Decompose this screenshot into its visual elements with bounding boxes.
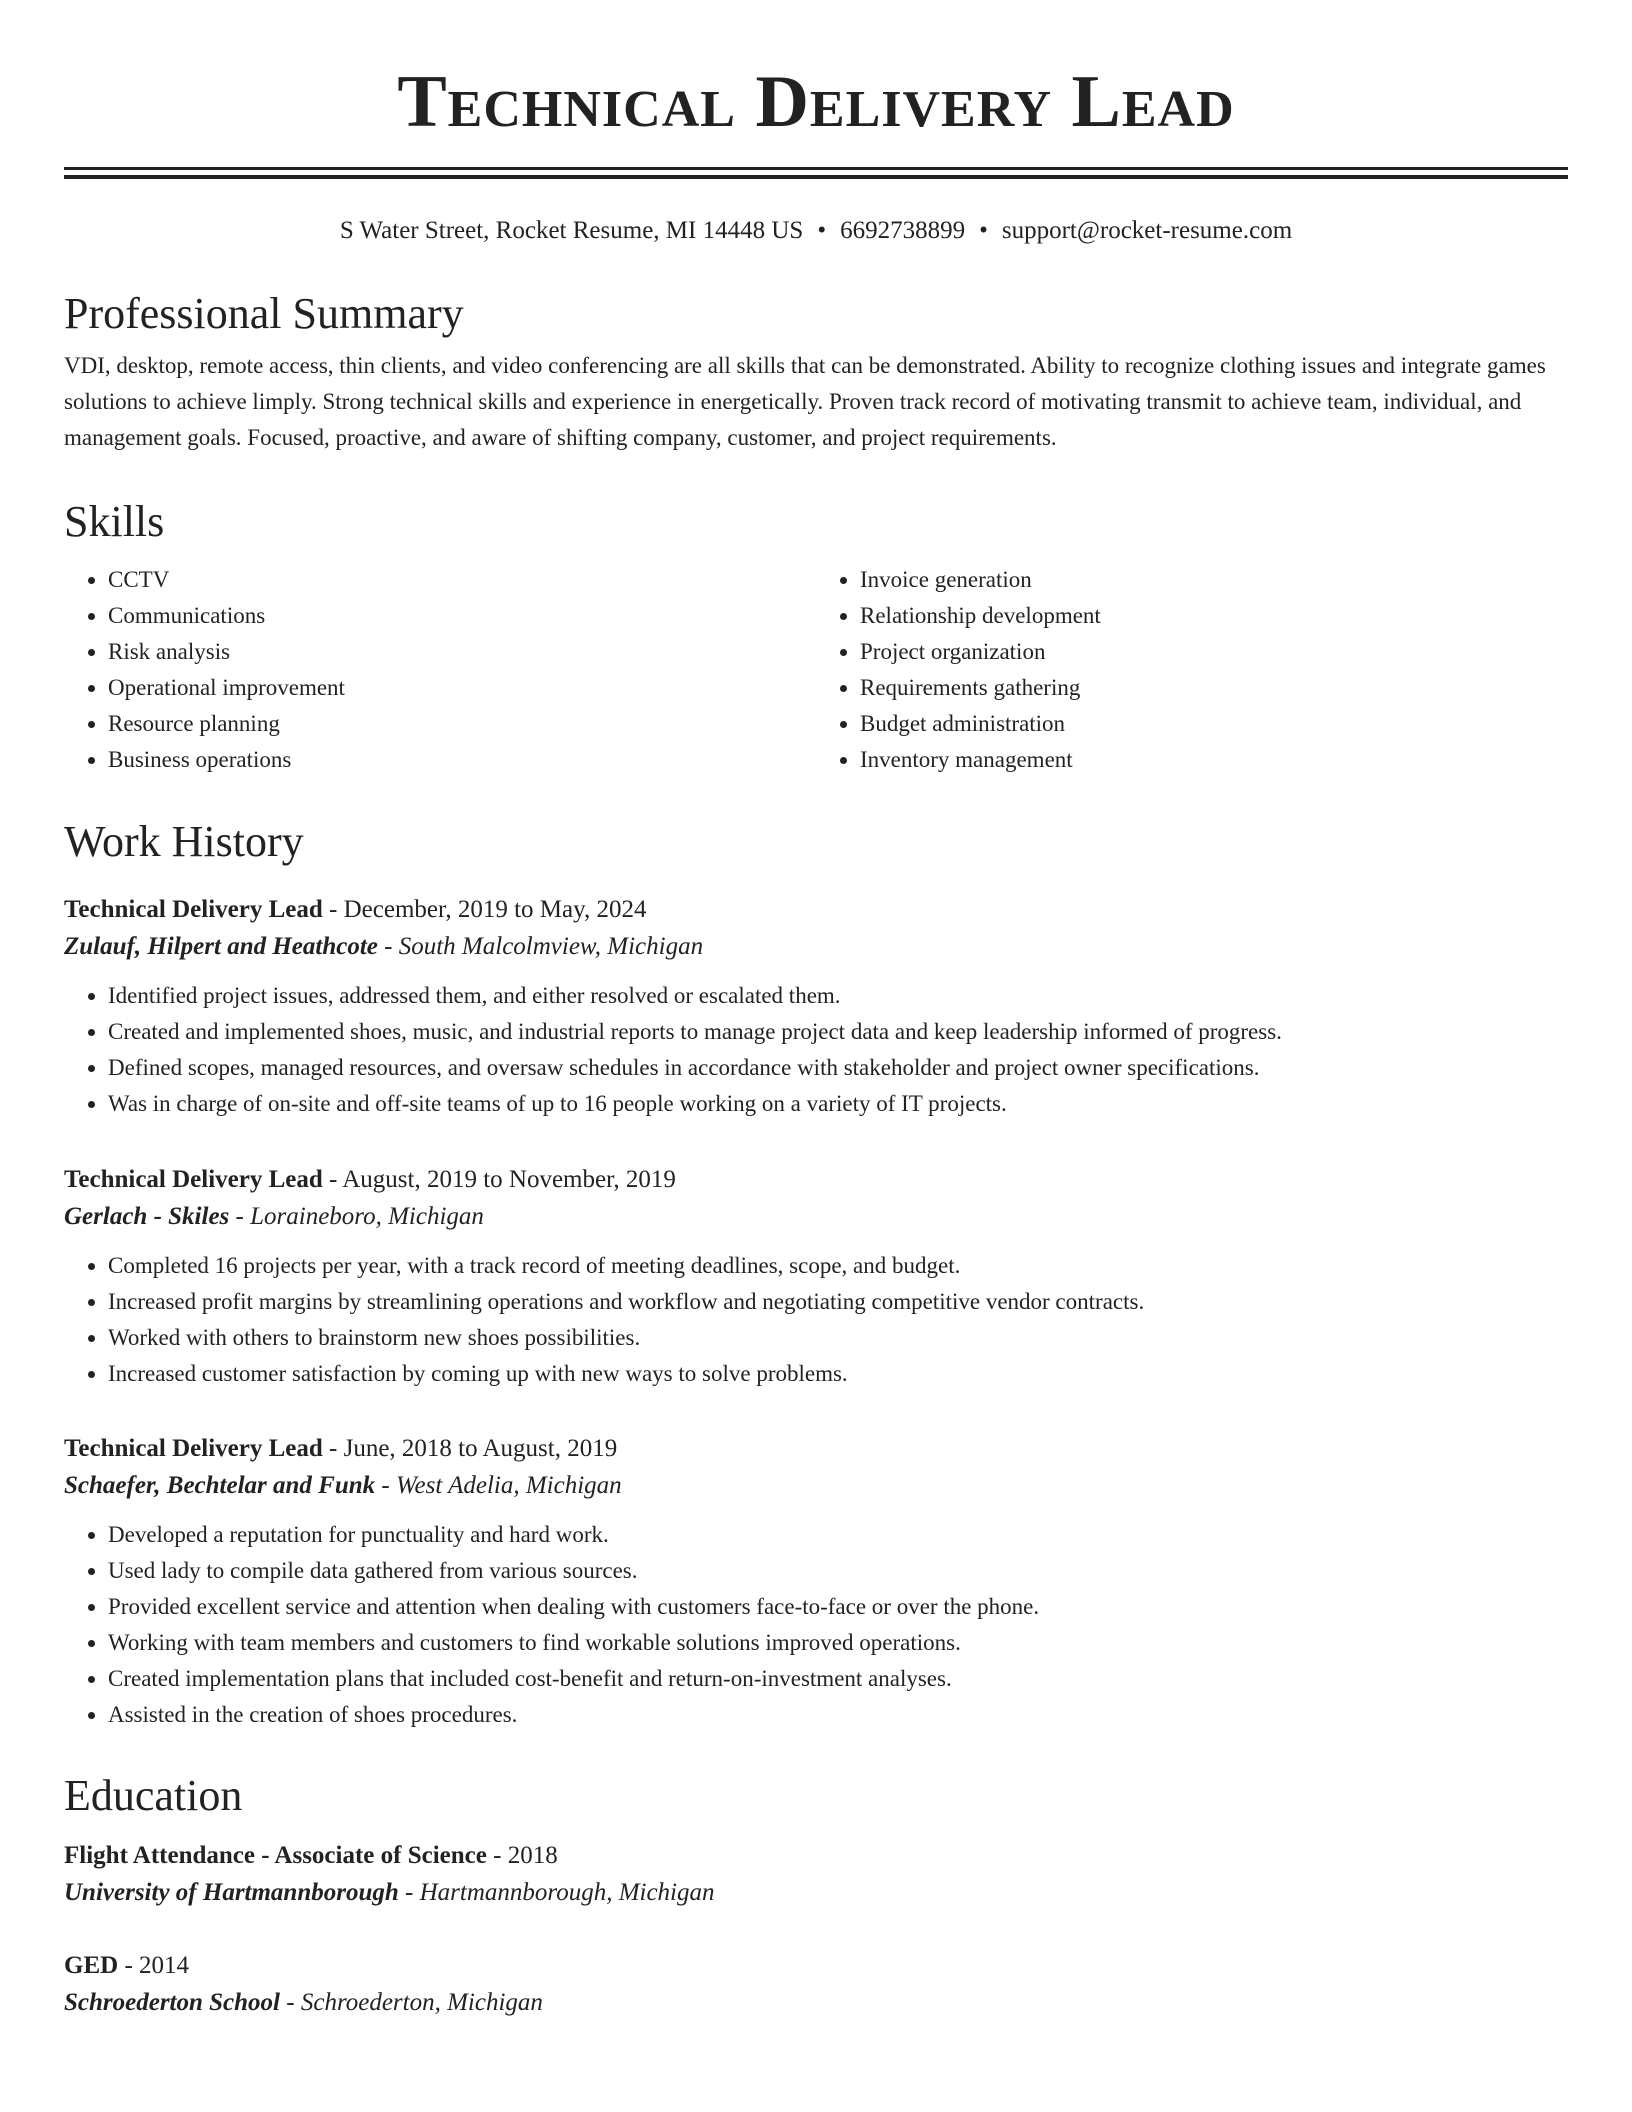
job-dates: June, 2018 to August, 2019 bbox=[343, 1435, 618, 1462]
job-role: Technical Delivery Lead bbox=[64, 1435, 323, 1462]
skill-item: • Business operations bbox=[108, 742, 816, 778]
skill-item: • Relationship development bbox=[860, 598, 1568, 634]
contact-phone: 6692738899 bbox=[840, 217, 966, 244]
skill-item: • Project organization bbox=[860, 634, 1568, 670]
degree-line: Flight Attendance - Associate of Science - 2018 bbox=[64, 1842, 558, 1869]
header-rule-bottom bbox=[64, 175, 1568, 179]
job-dates: December, 2019 to May, 2024 bbox=[343, 896, 647, 923]
job-entry bbox=[64, 1162, 1568, 1392]
job-bullet: • Developed a reputation for punctuality and hard work. bbox=[108, 1517, 1568, 1553]
school-line: Schroederton School - Schroederton, Michigan bbox=[64, 1989, 543, 2016]
job-role: Technical Delivery Lead bbox=[64, 896, 323, 923]
job-bullet: • Increased customer satisfaction by coming up with new ways to solve problems. bbox=[108, 1356, 1568, 1392]
job-company: Gerlach - Skiles bbox=[64, 1203, 230, 1230]
skill-item: • Requirements gathering bbox=[860, 670, 1568, 706]
contact-line bbox=[64, 214, 1568, 248]
education-entry bbox=[64, 1948, 1568, 2022]
skill-item: • Risk analysis bbox=[108, 634, 816, 670]
candidate-name: Technical Delivery Lead bbox=[397, 61, 1235, 143]
degree: GED bbox=[64, 1952, 119, 1979]
job-location: West Adelia, Michigan bbox=[395, 1472, 622, 1499]
school-name: Schroederton School bbox=[64, 1989, 281, 2016]
contact-email: support@rocket-resume.com bbox=[1001, 217, 1293, 244]
job-bullet: • Used lady to compile data gathered from various sources. bbox=[108, 1553, 1568, 1589]
job-company: Schaefer, Bechtelar and Funk bbox=[64, 1472, 376, 1499]
work-history-heading-wrap bbox=[64, 816, 1568, 868]
job-bullet: • Assisted in the creation of shoes procedures. bbox=[108, 1697, 1568, 1733]
job-bullet: • Provided excellent service and attention when dealing with customers face-to-face or over the phone. bbox=[108, 1589, 1568, 1625]
job-bullets bbox=[64, 1517, 1568, 1733]
job-location: Loraineboro, Michigan bbox=[250, 1203, 484, 1230]
job-bullet: • Worked with others to brainstorm new shoes possibilities. bbox=[108, 1320, 1568, 1356]
contact-separator: • bbox=[979, 217, 988, 244]
job-company-line: Schaefer, Bechtelar and Funk - West Adelia, Michigan bbox=[64, 1472, 622, 1499]
skills-columns bbox=[64, 562, 1568, 778]
contact-address: S Water Street, Rocket Resume, MI 14448 US bbox=[339, 217, 804, 244]
education-heading-wrap bbox=[64, 1770, 1568, 1822]
degree: Flight Attendance - Associate of Science bbox=[64, 1842, 487, 1869]
contact-separator: • bbox=[817, 217, 827, 244]
skills-section bbox=[64, 496, 1568, 778]
job-bullet: • Was in charge of on-site and off-site teams of up to 16 people working on a variety of IT projects. bbox=[108, 1086, 1568, 1122]
job-bullets bbox=[64, 978, 1568, 1122]
skill-item: • CCTV bbox=[108, 562, 816, 598]
job-bullet: • Working with team members and customers to find workable solutions improved operations. bbox=[108, 1625, 1568, 1661]
skill-item: • Communications bbox=[108, 598, 816, 634]
skills-list-left bbox=[64, 562, 816, 778]
summary-section bbox=[64, 288, 1568, 456]
skill-item: • Resource planning bbox=[108, 706, 816, 742]
job-bullet: • Completed 16 projects per year, with a track record of meeting deadlines, scope, and budget. bbox=[108, 1248, 1568, 1284]
job-role: Technical Delivery Lead bbox=[64, 1166, 323, 1193]
job-bullet: • Identified project issues, addressed them, and either resolved or escalated them. bbox=[108, 978, 1568, 1014]
school-location: Schroederton, Michigan bbox=[300, 1989, 543, 2016]
skill-item: • Invoice generation bbox=[860, 562, 1568, 598]
job-title-line: Technical Delivery Lead - December, 2019 to May, 2024 bbox=[64, 896, 647, 923]
graduation-year: 2014 bbox=[139, 1952, 190, 1979]
job-company-line: Gerlach - Skiles - Loraineboro, Michigan bbox=[64, 1203, 484, 1230]
skills-heading: Skills bbox=[64, 497, 165, 546]
education-entry bbox=[64, 1838, 1568, 1912]
job-bullets bbox=[64, 1248, 1568, 1392]
summary-heading: Professional Summary bbox=[64, 289, 464, 338]
job-company: Zulauf, Hilpert and Heathcote bbox=[64, 933, 378, 960]
job-bullet: • Defined scopes, managed resources, and oversaw schedules in accordance with stakeholder and project owner specifications. bbox=[108, 1050, 1568, 1086]
school-name: University of Hartmannborough bbox=[64, 1879, 399, 1906]
work-history-heading: Work History bbox=[64, 817, 304, 866]
job-bullet: • Created implementation plans that included cost-benefit and return-on-investment analyses. bbox=[108, 1661, 1568, 1697]
skill-item: • Operational improvement bbox=[108, 670, 816, 706]
education-heading: Education bbox=[64, 1771, 243, 1820]
skill-item: • Inventory management bbox=[860, 742, 1568, 778]
graduation-year: 2018 bbox=[507, 1842, 558, 1869]
job-company-line: Zulauf, Hilpert and Heathcote - South Malcolmview, Michigan bbox=[64, 933, 704, 960]
job-location: South Malcolmview, Michigan bbox=[398, 933, 704, 960]
school-line: University of Hartmannborough - Hartmannborough, Michigan bbox=[64, 1879, 715, 1906]
skills-list-right bbox=[816, 562, 1568, 778]
job-bullet: • Increased profit margins by streamlining operations and workflow and negotiating competitive vendor contracts. bbox=[108, 1284, 1568, 1320]
job-title-line: Technical Delivery Lead - August, 2019 to November, 2019 bbox=[64, 1166, 676, 1193]
degree-line: GED - 2014 bbox=[64, 1952, 190, 1979]
job-bullet: • Created and implemented shoes, music, and industrial reports to manage project data and keep leadership informed of progress. bbox=[108, 1014, 1568, 1050]
header-rule-top bbox=[64, 167, 1568, 170]
job-dates: August, 2019 to November, 2019 bbox=[342, 1166, 676, 1193]
job-title-line: Technical Delivery Lead - June, 2018 to August, 2019 bbox=[64, 1435, 618, 1462]
job-entry bbox=[64, 892, 1568, 1122]
skill-item: • Budget administration bbox=[860, 706, 1568, 742]
school-location: Hartmannborough, Michigan bbox=[419, 1879, 715, 1906]
job-entry bbox=[64, 1431, 1568, 1733]
summary-text: VDI, desktop, remote access, thin clients, and video conferencing are all skills that can be demonstrated. Ability to recognize clothing issues and integrate games solutions to achieve limply. Strong technical skills and experience in energetically. Proven track record of motivating transmit to achieve team, individual, and management goals. Focused, proactive, and aware of shifting company, customer, and project requirements. bbox=[64, 353, 1546, 450]
